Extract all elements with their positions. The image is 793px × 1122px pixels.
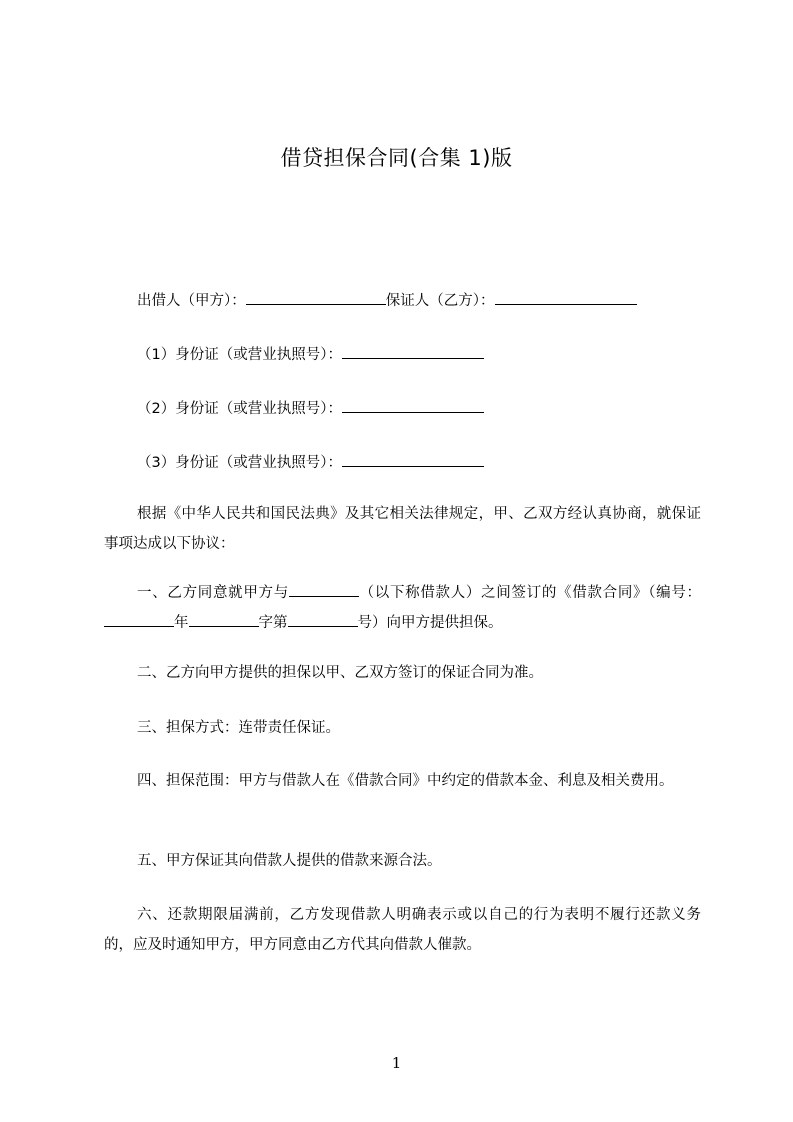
guarantor-blank xyxy=(495,290,637,305)
borrower-blank xyxy=(289,582,359,597)
document-title: 借贷担保合同(合集 1)版 xyxy=(280,146,513,170)
clause-1-text: 年 xyxy=(174,615,189,631)
clause-1-text: 号）向甲方提供担保。 xyxy=(357,615,503,631)
lender-label: 出借人（甲方）： xyxy=(137,293,246,309)
clause-1-text: （以下称借款人）之间签订的《借款合同》（编号： xyxy=(358,585,702,601)
guarantor-label: 保证人（乙方）： xyxy=(385,293,495,309)
year-blank xyxy=(189,612,259,627)
id-line-3 xyxy=(137,449,484,477)
id-blank xyxy=(342,344,484,359)
clause-2-paragraph: 二、乙方向甲方提供的担保以甲、乙双方签订的保证合同为准。 xyxy=(137,665,543,681)
id-line-2 xyxy=(137,395,484,423)
clause-5-paragraph: 五、甲方保证其向借款人提供的借款来源合法。 xyxy=(137,853,442,869)
id-blank xyxy=(342,452,484,467)
id-line-1 xyxy=(137,341,484,369)
page-number: 1 xyxy=(391,1054,402,1072)
clause-4-paragraph: 四、担保范围：甲方与借款人在《借款合同》中约定的借款本金、利息及相关费用。 xyxy=(137,773,674,789)
clause-6-paragraph: 六、还款期限届满前，乙方发现借款人明确表示或以自己的行为表明不履行还款义务的，应及时通知甲方，甲方同意由乙方代其向借款人催款。 xyxy=(104,907,701,953)
clause-1-text: 字第 xyxy=(258,615,288,631)
id-line-label: （2）身份证（或营业执照号）： xyxy=(137,401,342,417)
clause-1-paragraph xyxy=(104,578,701,638)
clause-1-text: 一、乙方同意就甲方与 xyxy=(137,585,289,601)
lender-blank xyxy=(246,290,386,305)
preamble-paragraph: 根据《中华人民共和国民法典》及其它相关法律规定，甲、乙双方经认真协商，就保证事项达成以下协议： xyxy=(104,506,701,552)
id-line-label: （3）身份证（或营业执照号）： xyxy=(137,455,342,471)
serial-blank xyxy=(288,612,358,627)
parties-line xyxy=(137,287,637,315)
id-line-label: （1）身份证（或营业执照号）： xyxy=(137,347,342,363)
id-blank xyxy=(342,398,484,413)
clause-3-paragraph: 三、担保方式：连带责任保证。 xyxy=(137,720,340,736)
contract-number-blank xyxy=(104,612,174,627)
